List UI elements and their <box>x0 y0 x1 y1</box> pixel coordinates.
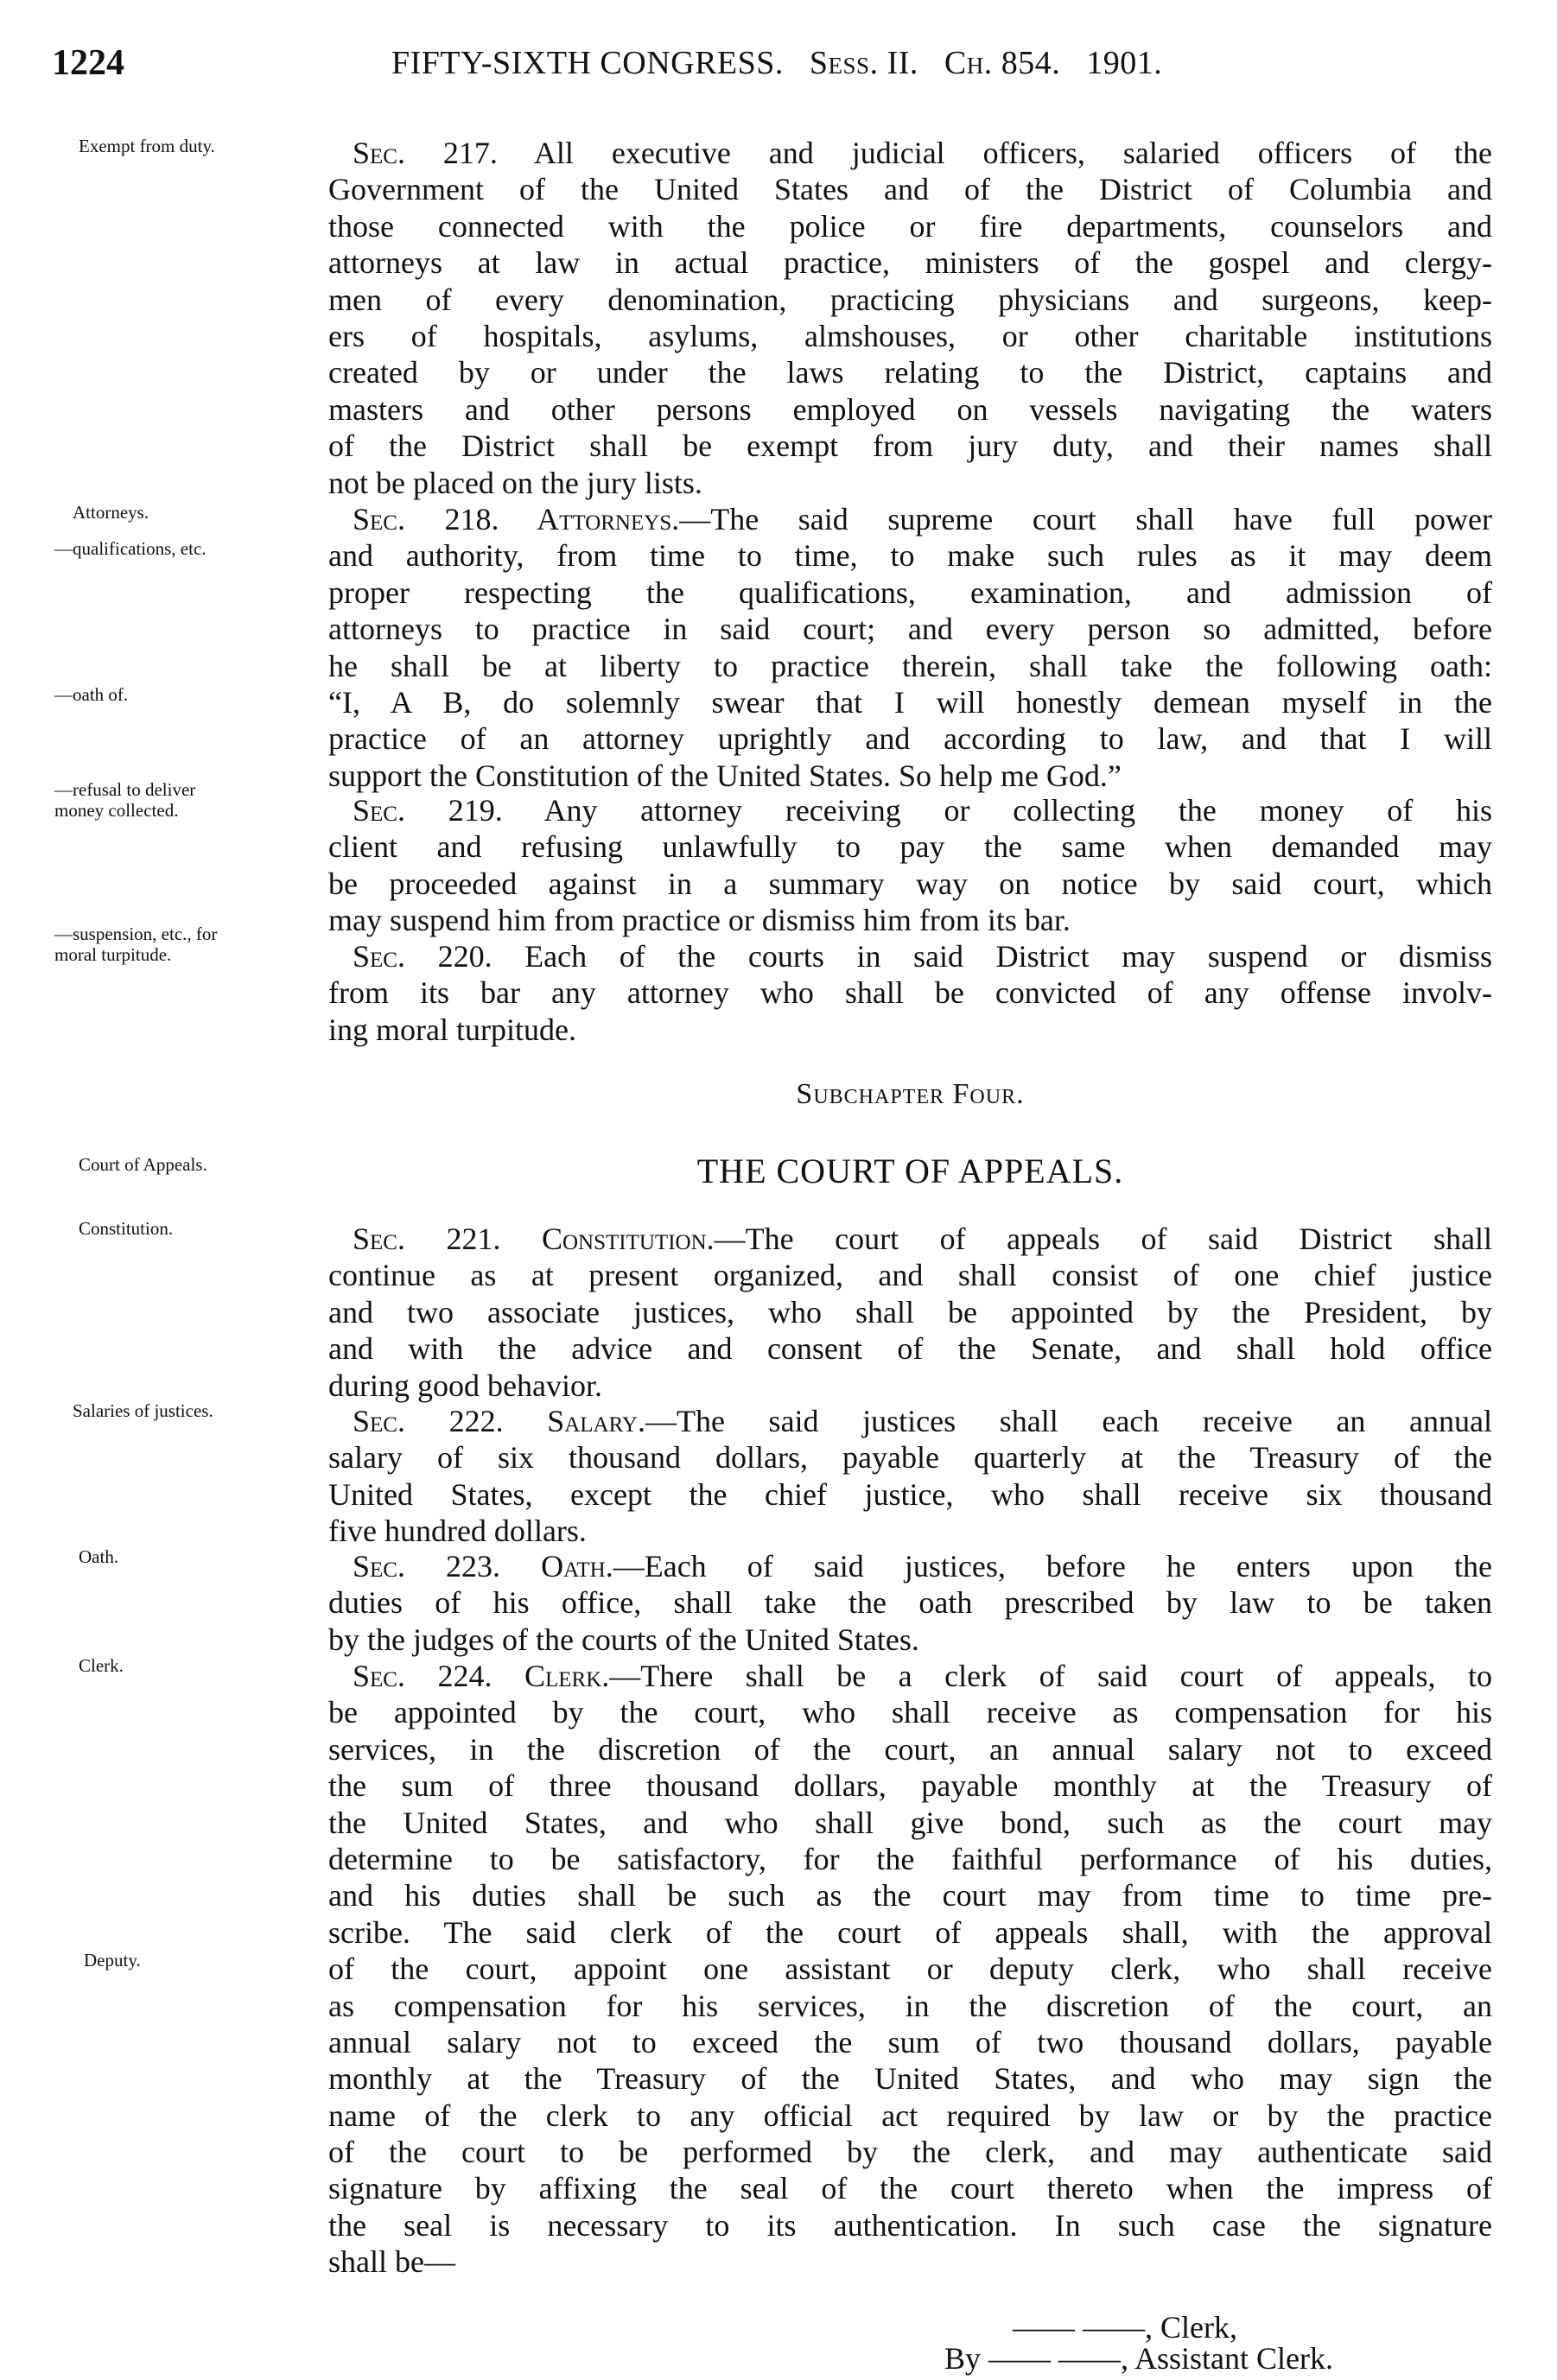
line-text: signature by affixing the seal of the court thereto when the impress of <box>328 2171 1492 2206</box>
text-line <box>328 1294 1492 1330</box>
year: 1901. <box>1086 45 1163 81</box>
margin-note: —qualifications, etc. <box>54 538 207 559</box>
text-line <box>328 648 1492 684</box>
chapter-heading: THE COURT OF APPEALS. <box>696 1152 1124 1190</box>
text-line <box>328 902 1492 938</box>
text-line <box>328 318 1492 354</box>
section-number: Sec. 223. Oath. <box>353 1549 613 1583</box>
line-text: not be placed on the jury lists. <box>328 465 702 500</box>
line-text: those connected with the police or fire departments, counselors and <box>328 208 1492 244</box>
section-paragraph <box>328 1548 1492 1658</box>
text-line <box>328 720 1492 757</box>
text-line <box>328 208 1492 244</box>
line-text: annual salary not to exceed the sum of two thousand dollars, payable <box>328 2024 1492 2059</box>
line-text: proper respecting the qualifications, examination, and admission of <box>328 574 1492 610</box>
text-line <box>328 2244 1492 2280</box>
margin-note: Clerk. <box>79 1655 124 1676</box>
text-line <box>328 2098 1492 2134</box>
clerk-signature-line: —— ——, Clerk, <box>1013 2310 1237 2345</box>
margin-note: moral turpitude. <box>54 944 172 965</box>
text-line <box>328 1877 1492 1914</box>
text-line <box>328 1257 1492 1293</box>
text-line <box>328 1658 1492 1694</box>
text-line <box>328 428 1492 464</box>
line-text: attorneys at law in actual practice, ministers of the gospel and clergy- <box>328 245 1492 281</box>
line-text: —Each of said justices, before he enters upon the <box>613 1549 1492 1583</box>
section-paragraph <box>328 1221 1492 1404</box>
text-line <box>328 684 1492 720</box>
text-line <box>328 1951 1492 1987</box>
margin-note: Attorneys. <box>73 502 149 523</box>
line-text: salary of six thousand dollars, payable quarterly at the Treasury of the <box>328 1440 1492 1476</box>
line-text: may suspend him from practice or dismiss him from its bar. <box>328 903 1071 938</box>
margin-note: Salaries of justices. <box>73 1400 213 1421</box>
assistant-clerk-signature-line: By —— ——, Assistant Clerk. <box>944 2341 1334 2376</box>
text-line <box>328 1221 1492 1257</box>
section-number: Sec. 224. Clerk. <box>353 1659 610 1693</box>
text-line <box>328 135 1492 171</box>
line-text: practice of an attorney uprightly and according to law, and that I will <box>328 721 1492 757</box>
line-text: services, in the discretion of the court, an annual salary not to exceed <box>328 1731 1492 1767</box>
margin-note: money collected. <box>54 800 179 821</box>
text-line <box>328 974 1492 1011</box>
section-number: Sec. 217. <box>353 136 498 170</box>
line-text: as compensation for his services, in the discretion of the court, an <box>328 1988 1492 2023</box>
line-text: be proceeded against in a summary way on notice by said court, which <box>328 866 1492 901</box>
section-number: Sec. 220. <box>353 939 493 974</box>
page-number: 1224 <box>52 43 124 83</box>
line-text: of the court to be performed by the clerk, and may authenticate said <box>328 2135 1492 2170</box>
section-paragraph <box>328 135 1492 501</box>
text-line <box>328 828 1492 865</box>
text-line <box>328 1330 1492 1367</box>
margin-note: Exempt from duty. <box>79 136 215 156</box>
line-text: five hundred dollars. <box>328 1514 587 1549</box>
section-number: Sec. 218. Attorneys. <box>353 502 680 536</box>
text-line <box>328 1012 1492 1048</box>
text-line <box>328 391 1492 428</box>
line-text: he shall be at liberty to practice therein, shall take the following oath: <box>328 648 1492 683</box>
section-paragraph <box>328 792 1492 939</box>
subchapter-heading: Subchapter Four. <box>796 1078 1025 1110</box>
margin-note: Oath. <box>79 1546 119 1567</box>
margin-note: —suspension, etc., for <box>54 923 218 944</box>
line-text: Any attorney receiving or collecting the money of his <box>502 793 1492 828</box>
section-paragraph <box>328 938 1492 1048</box>
margin-note: Court of Appeals. <box>79 1154 207 1175</box>
line-text: be appointed by the court, who shall receive as compensation for his <box>328 1695 1492 1730</box>
line-text: the sum of three thousand dollars, payable monthly at the Treasury of <box>328 1768 1492 1804</box>
line-text: and authority, from time to time, to make such rules as it may deem <box>328 538 1492 574</box>
text-line <box>328 1622 1492 1658</box>
text-line <box>328 2134 1492 2170</box>
text-line <box>328 1694 1492 1730</box>
line-text: from its bar any attorney who shall be convicted of any offense involv- <box>328 975 1492 1011</box>
text-line <box>328 2170 1492 2206</box>
text-line <box>328 501 1492 537</box>
line-text: —The court of appeals of said District shall <box>714 1222 1492 1256</box>
text-line <box>328 537 1492 574</box>
line-text: and his duties shall be such as the court may from time to time pre- <box>328 1878 1492 1914</box>
text-line <box>328 1914 1492 1951</box>
text-line <box>328 758 1492 794</box>
line-text: —The said supreme court shall have full power <box>679 502 1492 536</box>
line-text: the United States, and who shall give bond, such as the court may <box>328 1805 1492 1840</box>
text-line <box>328 1368 1492 1404</box>
text-line <box>328 1805 1492 1841</box>
text-line <box>328 2060 1492 2097</box>
line-text: the seal is necessary to its authentication. In such case the signature <box>328 2207 1492 2243</box>
line-text: “I, A B, do solemnly swear that I will honestly demean myself in the <box>328 684 1492 720</box>
text-line <box>328 2207 1492 2244</box>
text-line <box>328 171 1492 207</box>
section-paragraph <box>328 1658 1492 2281</box>
line-text: Each of the courts in said District may suspend or dismiss <box>492 939 1492 974</box>
line-text: duties of his office, shall take the oath prescribed by law to be taken <box>328 1585 1492 1621</box>
text-line <box>328 1731 1492 1768</box>
line-text: and two associate justices, who shall be appointed by the President, by <box>328 1294 1492 1330</box>
text-line <box>328 1584 1492 1621</box>
chapter: Ch. 854. <box>944 45 1061 81</box>
text-line <box>328 574 1492 611</box>
text-line <box>328 1439 1492 1476</box>
margin-note: —refusal to deliver <box>54 779 196 800</box>
running-header <box>391 43 1162 83</box>
line-text: monthly at the Treasury of the United States, and who may sign the <box>328 2061 1492 2097</box>
line-text: shall be— <box>328 2244 455 2280</box>
section-number: Sec. 221. Constitution. <box>353 1222 715 1256</box>
section-paragraph <box>328 501 1492 794</box>
line-text: determine to be satisfactory, for the faithful performance of his duties, <box>328 1841 1492 1876</box>
text-line <box>328 1476 1492 1513</box>
text-line <box>328 1988 1492 2024</box>
line-text: United States, except the chief justice, who shall receive six thousand <box>328 1476 1492 1512</box>
line-text: by the judges of the courts of the United States. <box>328 1622 919 1657</box>
line-text: and with the advice and consent of the Senate, and shall hold office <box>328 1331 1492 1367</box>
line-text: of the court, appoint one assistant or deputy clerk, who shall receive <box>328 1952 1492 1987</box>
section-number: Sec. 219. <box>353 793 503 828</box>
line-text: —The said justices shall each receive an annual <box>645 1404 1492 1438</box>
text-line <box>328 866 1492 902</box>
text-line <box>328 2024 1492 2060</box>
margin-note: —oath of. <box>54 684 129 705</box>
line-text: scribe. The said clerk of the court of appeals shall, with the approval <box>328 1914 1492 1950</box>
text-line <box>328 792 1492 828</box>
section-paragraph <box>328 1403 1492 1550</box>
line-text: All executive and judicial officers, salaried officers of the <box>497 136 1492 170</box>
line-text: continue as at present organized, and shall consist of one chief justice <box>328 1258 1492 1293</box>
text-line <box>328 1548 1492 1584</box>
text-line <box>328 611 1492 647</box>
text-line <box>328 244 1492 281</box>
section-number: Sec. 222. Salary. <box>353 1404 645 1438</box>
line-text: men of every denomination, practicing physicians and surgeons, keep- <box>328 282 1492 317</box>
line-text: ing moral turpitude. <box>328 1012 576 1047</box>
line-text: —There shall be a clerk of said court of appeals, to <box>609 1659 1492 1693</box>
text-line <box>328 1403 1492 1439</box>
margin-note: Deputy. <box>84 1950 141 1971</box>
margin-note: Constitution. <box>79 1218 174 1239</box>
text-line <box>328 354 1492 390</box>
text-line <box>328 282 1492 318</box>
line-text: name of the clerk to any official act required by law or by the practice <box>328 2098 1492 2133</box>
line-text: during good behavior. <box>328 1368 602 1403</box>
line-text: ers of hospitals, asylums, almshouses, or other charitable institutions <box>328 318 1492 353</box>
line-text: masters and other persons employed on vessels navigating the waters <box>328 391 1492 427</box>
text-line <box>328 1768 1492 1804</box>
text-line <box>328 938 1492 974</box>
line-text: Government of the United States and of the District of Columbia and <box>328 172 1492 207</box>
line-text: attorneys to practice in said court; and every person so admitted, before <box>328 612 1492 647</box>
line-text: of the District shall be exempt from jury duty, and their names shall <box>328 428 1492 464</box>
congress-title: FIFTY-SIXTH CONGRESS. <box>391 45 784 81</box>
line-text: client and refusing unlawfully to pay the same when demanded may <box>328 829 1492 865</box>
line-text: support the Constitution of the United States. So help me God.” <box>328 758 1122 793</box>
line-text: created by or under the laws relating to the District, captains and <box>328 355 1492 390</box>
text-line <box>328 465 1492 501</box>
text-line <box>328 1841 1492 1877</box>
text-line <box>328 1513 1492 1549</box>
session: Sess. II. <box>809 45 918 81</box>
